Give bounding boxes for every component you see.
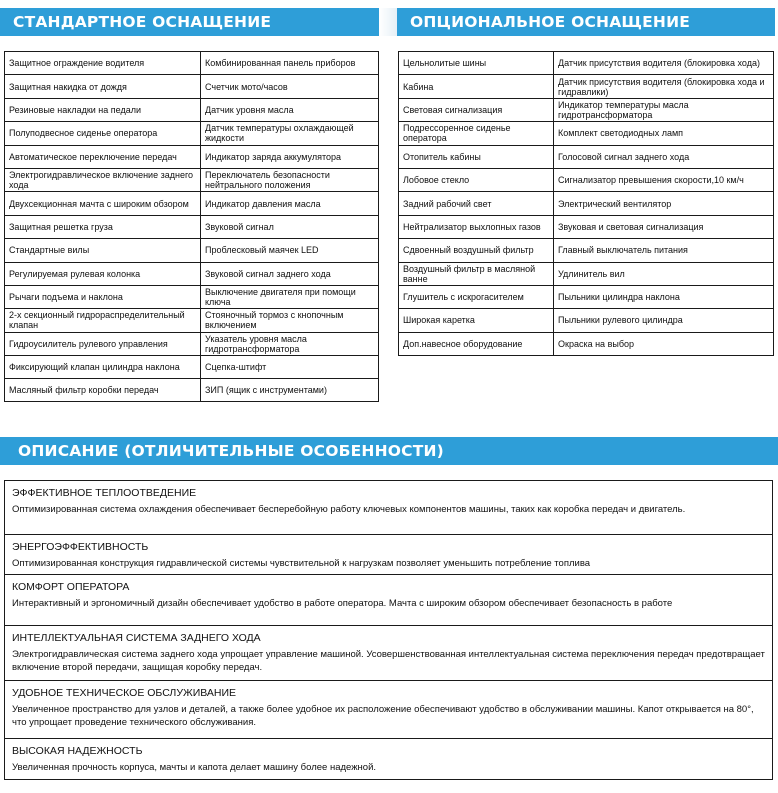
feature-cell-right: Датчик присутствия водителя (блокировка хода и гидравлики): [554, 75, 774, 98]
optional-equipment-header: [397, 8, 775, 36]
table-row: [5, 122, 379, 145]
feature-cell-right: Комплект светодиодных ламп: [554, 122, 774, 145]
feature-cell-right: Индикатор температуры масла гидротрансформатора: [554, 98, 774, 121]
feature-cell-right: Счетчик мото/часов: [201, 75, 379, 98]
feature-cell-left: Воздушный фильтр в масляной ванне: [399, 262, 554, 285]
feature-title: ЭНЕРГОЭФФЕКТИВНОСТЬ: [12, 541, 149, 553]
feature-item: [5, 535, 772, 575]
table-row: [399, 52, 774, 75]
feature-item: [5, 626, 772, 681]
feature-text: Оптимизированная конструкция гидравлической системы чувствительной к нагрузкам позволяет уменьшить потребление топлива: [12, 558, 591, 569]
feature-cell-left: Отопитель кабины: [399, 145, 554, 168]
table-row: [399, 215, 774, 238]
feature-cell-right: Пыльники рулевого цилиндра: [554, 309, 774, 332]
standard-equipment-header: [0, 8, 379, 36]
feature-cell-left: Электрогидравлическое включение заднего хода: [5, 168, 201, 191]
feature-cell-left: Сдвоенный воздушный фильтр: [399, 239, 554, 262]
table-row: [399, 98, 774, 121]
feature-cell-right: Индикатор давления масла: [201, 192, 379, 215]
optional-equipment-table: [398, 51, 774, 356]
feature-cell-right: Стояночный тормоз с кнопочным включением: [201, 309, 379, 332]
feature-cell-left: Рычаги подъема и наклона: [5, 285, 201, 308]
table-row: [399, 285, 774, 308]
feature-cell-right: Датчик присутствия водителя (блокировка хода): [554, 52, 774, 75]
feature-title: КОМФОРТ ОПЕРАТОРА: [12, 581, 130, 593]
feature-cell-left: Глушитель с искрогасителем: [399, 285, 554, 308]
feature-title: ЭФФЕКТИВНОЕ ТЕПЛООТВЕДЕНИЕ: [12, 487, 197, 499]
feature-cell-left: Защитное ограждение водителя: [5, 52, 201, 75]
table-row: [5, 309, 379, 332]
feature-cell-left: Подрессоренное сиденье оператора: [399, 122, 554, 145]
table-row: [5, 145, 379, 168]
table-row: [399, 309, 774, 332]
feature-cell-right: Проблесковый маячек LED: [201, 239, 379, 262]
feature-cell-right: Выключение двигателя при помощи ключа: [201, 285, 379, 308]
feature-cell-right: Комбинированная панель приборов: [201, 52, 379, 75]
standard-equipment-table: [4, 51, 379, 402]
feature-text: Интерактивный и эргономичный дизайн обеспечивает удобство в работе оператора. Мачта с широким обзором обеспечивает безопасность в работе: [12, 598, 673, 609]
feature-cell-right: Голосовой сигнал заднего хода: [554, 145, 774, 168]
description-header: [0, 437, 778, 465]
header-fade: [379, 8, 397, 36]
standard-equipment-title: СТАНДАРТНОЕ ОСНАЩЕНИЕ: [13, 13, 272, 31]
feature-cell-left: Задний рабочий свет: [399, 192, 554, 215]
feature-title: УДОБНОЕ ТЕХНИЧЕСКОЕ ОБСЛУЖИВАНИЕ: [12, 687, 237, 699]
feature-cell-left: Широкая каретка: [399, 309, 554, 332]
table-row: [399, 262, 774, 285]
table-row: [5, 285, 379, 308]
table-row: [5, 239, 379, 262]
feature-cell-right: Главный выключатель питания: [554, 239, 774, 262]
feature-text: Электрогидравлическая система заднего хода упрощает управление машиной. Усовершенствованная интеллектуальная система переключения передач предотвращает включение второй передачи, защищая коробку передач.: [12, 649, 765, 673]
feature-item: [5, 739, 772, 779]
feature-cell-left: Регулируемая рулевая колонка: [5, 262, 201, 285]
feature-cell-left: Доп.навесное оборудование: [399, 332, 554, 355]
feature-cell-left: Цельнолитые шины: [399, 52, 554, 75]
feature-item: [5, 575, 772, 626]
feature-text: Оптимизированная система охлаждения обеспечивает бесперебойную работу ключевых компонентов машины, таких как коробка передач и двигатель.: [12, 504, 686, 515]
table-row: [5, 332, 379, 355]
feature-cell-left: Световая сигнализация: [399, 98, 554, 121]
table-row: [5, 356, 379, 379]
feature-text: Увеличенное пространство для узлов и деталей, а также более удобное их расположение обеспечивают удобство в обслуживании машины. Капот открывается на 80°, что упрощает проведение технического обслуживания.: [12, 704, 754, 728]
feature-item: [5, 681, 772, 739]
table-row: [399, 168, 774, 191]
feature-cell-right: ЗИП (ящик с инструментами): [201, 379, 379, 402]
feature-cell-right: Указатель уровня масла гидротрансформатора: [201, 332, 379, 355]
feature-cell-left: Защитная решетка груза: [5, 215, 201, 238]
feature-cell-right: Удлинитель вил: [554, 262, 774, 285]
feature-cell-left: Двухсекционная мачта с широким обзором: [5, 192, 201, 215]
table-row: [5, 98, 379, 121]
table-row: [5, 168, 379, 191]
feature-cell-right: Переключатель безопасности нейтрального положения: [201, 168, 379, 191]
table-row: [399, 75, 774, 98]
feature-cell-left: Резиновые накладки на педали: [5, 98, 201, 121]
feature-cell-left: Защитная накидка от дождя: [5, 75, 201, 98]
feature-cell-left: Нейтрализатор выхлопных газов: [399, 215, 554, 238]
feature-cell-left: Автоматическое переключение передач: [5, 145, 201, 168]
table-row: [5, 262, 379, 285]
feature-title: ИНТЕЛЛЕКТУАЛЬНАЯ СИСТЕМА ЗАДНЕГО ХОДА: [12, 632, 261, 644]
feature-cell-right: Электрический вентилятор: [554, 192, 774, 215]
feature-cell-left: Стандартные вилы: [5, 239, 201, 262]
table-row: [399, 192, 774, 215]
feature-cell-left: Масляный фильтр коробки передач: [5, 379, 201, 402]
feature-cell-right: Датчик температуры охлаждающей жидкости: [201, 122, 379, 145]
feature-cell-right: Сигнализатор превышения скорости,10 км/ч: [554, 168, 774, 191]
feature-cell-right: Сцепка-штифт: [201, 356, 379, 379]
feature-cell-left: Гидроусилитель рулевого управления: [5, 332, 201, 355]
table-row: [5, 52, 379, 75]
table-row: [399, 332, 774, 355]
feature-cell-left: 2-х секционный гидрораспределительный клапан: [5, 309, 201, 332]
feature-item: [5, 481, 772, 535]
optional-equipment-title: ОПЦИОНАЛЬНОЕ ОСНАЩЕНИЕ: [410, 13, 691, 31]
table-row: [5, 215, 379, 238]
feature-cell-left: Полуподвесное сиденье оператора: [5, 122, 201, 145]
feature-text: Увеличенная прочность корпуса, мачты и капота делает машину более надежной.: [12, 762, 377, 773]
feature-cell-right: Окраска на выбор: [554, 332, 774, 355]
table-row: [399, 145, 774, 168]
table-row: [399, 239, 774, 262]
feature-cell-right: Датчик уровня масла: [201, 98, 379, 121]
table-row: [399, 122, 774, 145]
description-title: ОПИСАНИЕ (ОТЛИЧИТЕЛЬНЫЕ ОСОБЕННОСТИ): [18, 442, 444, 460]
features-list: [4, 480, 773, 780]
feature-cell-right: Звуковой сигнал: [201, 215, 379, 238]
feature-title: ВЫСОКАЯ НАДЕЖНОСТЬ: [12, 745, 143, 757]
feature-cell-left: Лобовое стекло: [399, 168, 554, 191]
feature-cell-right: Звуковая и световая сигнализация: [554, 215, 774, 238]
table-row: [5, 192, 379, 215]
feature-cell-right: Звуковой сигнал заднего хода: [201, 262, 379, 285]
table-row: [5, 75, 379, 98]
table-row: [5, 379, 379, 402]
feature-cell-right: Индикатор заряда аккумулятора: [201, 145, 379, 168]
feature-cell-left: Кабина: [399, 75, 554, 98]
feature-cell-left: Фиксирующий клапан цилиндра наклона: [5, 356, 201, 379]
feature-cell-right: Пыльники цилиндра наклона: [554, 285, 774, 308]
